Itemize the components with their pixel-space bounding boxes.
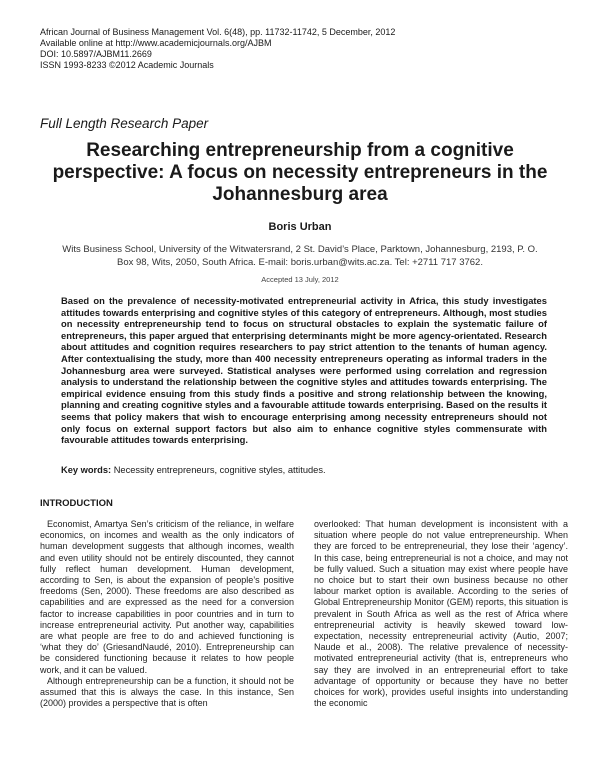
journal-header <box>40 27 395 71</box>
keywords <box>61 465 547 475</box>
paper-title: Researching entrepreneurship from a cognitive perspective: A focus on necessity entrepreneurs in the Johannesburg area <box>52 140 548 205</box>
abstract: Based on the prevalence of necessity-motivated entrepreneurial activity in Africa, this study investigates attitudes towards enterprising and cognitive styles of this category of entrepreneurs. Although, most studies on necessity entrepreneurship tend to focus on structural obstacles to explain the systematic failure of entrepreneurs, this paper argued that enterprising determinants might be more agency-orientated. Research about attitudes and cognition requires researchers to pay strict attention to the tenants of human agency. After contextualising the study, more than 400 necessity entrepreneurs operating as informal traders in the Johannesburg area were surveyed. Statistical analyses were performed using correlation and regression analysis to understand the relationship between the cognitive styles and attitudes towards enterprising. The empirical evidence ensuing from this study finds a positive and strong relationship between the knowing, planning and creating cognitive styles and a favourable attitude towards enterprising. Based on the results it seems that policy makers that wish to encourage enterprising among necessity entrepreneurs should not only focus on external support factors but also aim to enhance cognitive styles commensurate with favourable attitudes towards enterprising. <box>61 295 547 446</box>
paragraph: overlooked: That human development is inconsistent with a situation where people do not value entrepreneurship. When they are forced to be entrepreneurial, they lose their ‘agency’. In this case, being entrepreneurial is not a choice, and may not be fully valued. Such a situation may exist where people have no choice but to start their own business because no other labour market option is available. According to the series of Global Entrepreneurship Monitor (GEM) reports, this situation is prevalent in South Africa as well as the rest of Africa where entrepreneurial activity is heavily skewed toward low-expectation, necessity entrepreneurial activity (Autio, 2007; Naude et al., 2008). The relative prevalence of necessity-motivated entrepreneurial activity (that is, entrepreneurs who say they are involved in an entrepreneurial effort to take advantage of opportunity or because they have no better choices for work), provides useful insights into understanding the economic <box>314 519 568 709</box>
author-affiliation: Wits Business School, University of the Witwatersrand, 2 St. David’s Place, Parktown, Johannesburg, 2193, P. O. Box 98, Wits, 2050, South Africa. E-mail: boris.urban@wits.ac.za. Tel: +2711 717 3762. <box>62 244 538 268</box>
body-column-left <box>40 519 294 709</box>
body-column-right <box>314 519 568 709</box>
paragraph: Economist, Amartya Sen’s criticism of the reliance, in welfare economics, on incomes and wealth as the only indicators of human development suggests that although incomes, wealth and even utility should not be entirely discounted, they cannot fully reflect human development. Human development, according to Sen, is about the expansion of people’s positive freedoms (Sen, 2000). These freedoms are also described as capabilities and are expressed as the need for a conversion factor to increase capabilities in poor countries and in turn to increase entrepreneurial activity. Put another way, capabilities are what people are free to do and achieved functioning is ‘what they do’ (GriesandNaudé, 2010). Entrepreneurship can be considered functioning because it relates to how people work, and it can be valued. <box>40 519 294 675</box>
journal-url: Available online at http://www.academicjournals.org/AJBM <box>40 38 272 48</box>
journal-citation: African Journal of Business Management Vol. 6(48), pp. 11732-11742, 5 December, 2012 <box>40 27 396 37</box>
paper-category: Full Length Research Paper <box>40 116 209 131</box>
journal-issn: ISSN 1993-8233 ©2012 Academic Journals <box>40 60 214 70</box>
keywords-text: Necessity entrepreneurs, cognitive styles, attitudes. <box>111 465 326 475</box>
keywords-label: Key words: <box>61 465 112 475</box>
journal-doi: DOI: 10.5897/AJBM11.2669 <box>40 49 152 59</box>
section-heading-introduction: INTRODUCTION <box>40 498 113 509</box>
author-name: Boris Urban <box>268 221 332 233</box>
accepted-date: Accepted 13 July, 2012 <box>261 275 339 284</box>
paragraph: Although entrepreneurship can be a function, it should not be assumed that this is always the case. In this instance, Sen (2000) provides a perspective that is often <box>40 675 294 709</box>
